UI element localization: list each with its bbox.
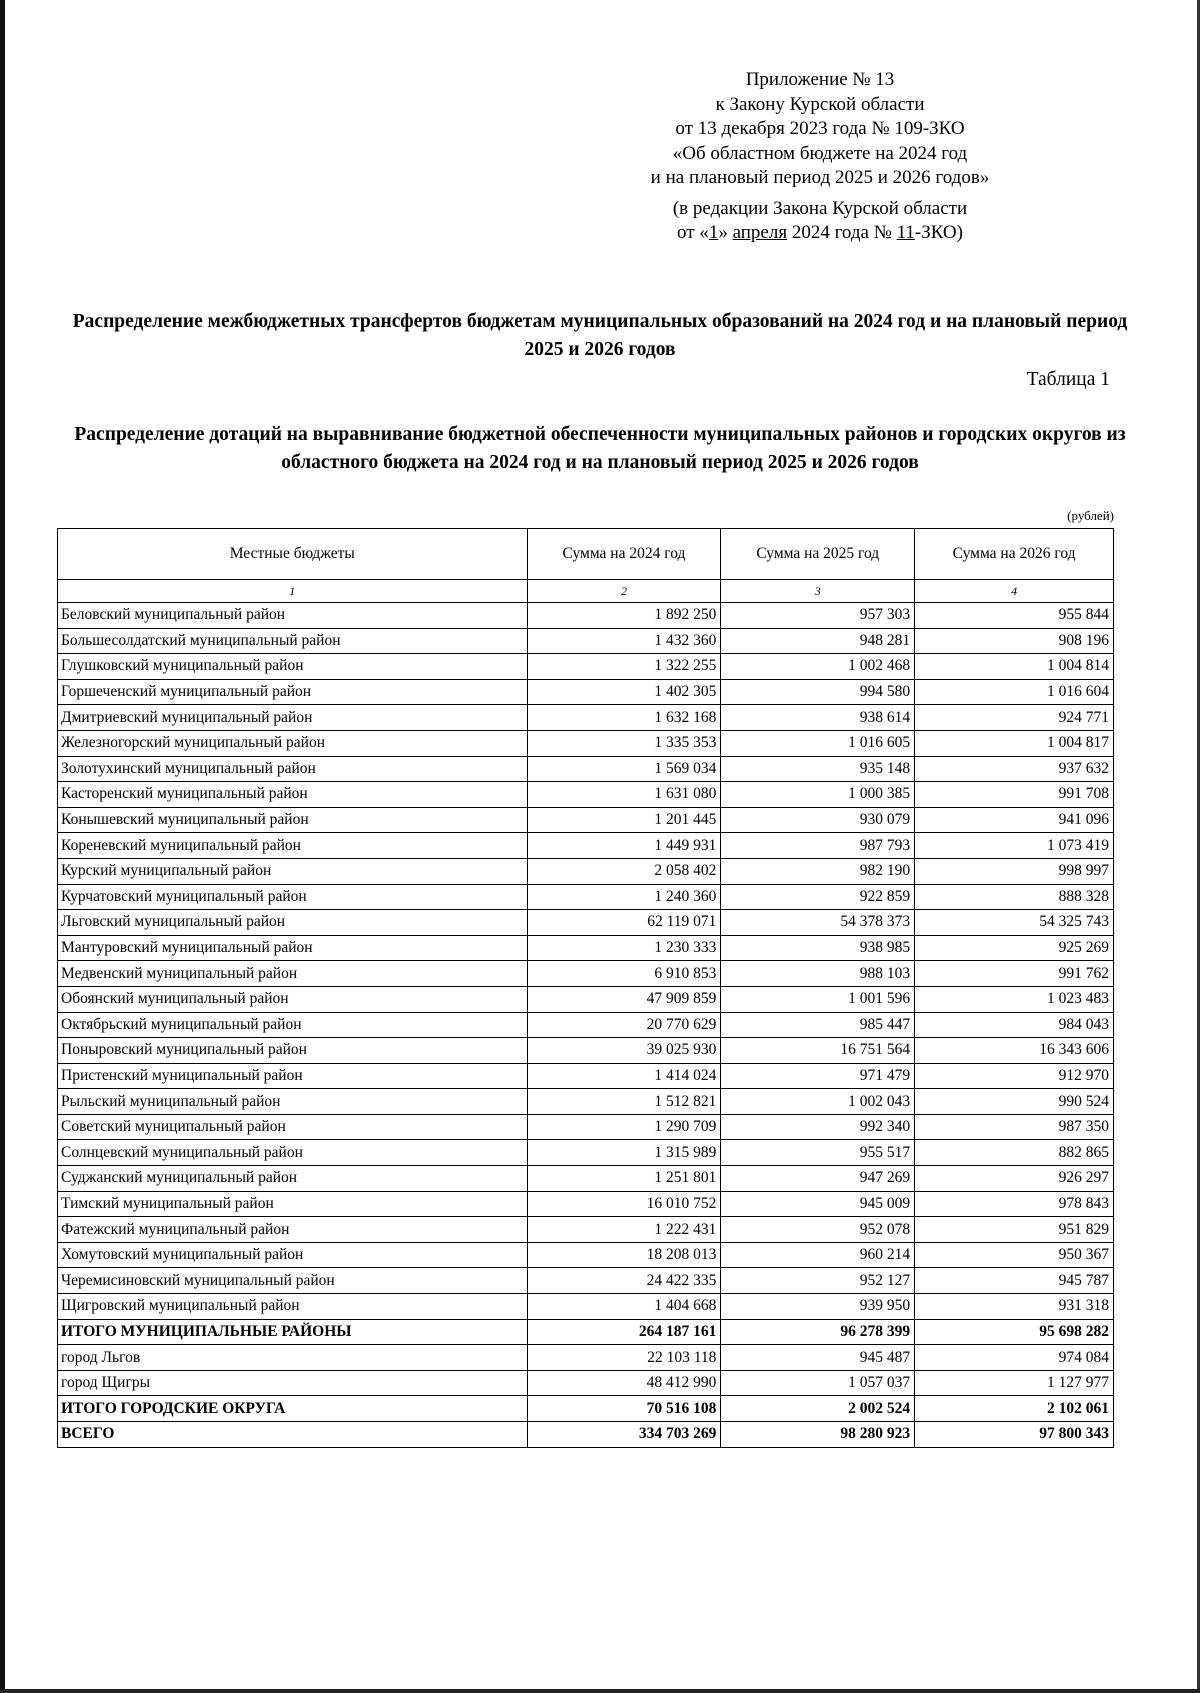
amendment-number: 11: [896, 222, 915, 243]
budget-name-cell: Обоянский муниципальный район: [58, 986, 528, 1012]
budget-name-cell: Хомутовский муниципальный район: [58, 1242, 528, 1268]
amount-cell: 2 002 524: [721, 1396, 915, 1422]
table-row: [58, 884, 1114, 910]
amount-cell: 960 214: [721, 1242, 915, 1268]
amount-cell: 987 350: [915, 1114, 1114, 1140]
column-index: 4: [915, 580, 1114, 603]
amount-cell: 1 004 817: [915, 730, 1114, 756]
amount-cell: 945 787: [915, 1268, 1114, 1294]
amount-cell: 994 580: [721, 679, 915, 705]
amount-cell: 939 950: [721, 1294, 915, 1320]
amount-cell: 1 004 814: [915, 654, 1114, 680]
budget-name-cell: Советский муниципальный район: [58, 1114, 528, 1140]
amendment-day: 1: [708, 222, 719, 243]
table-header-row: [58, 529, 1114, 580]
amount-cell: 264 187 161: [527, 1319, 721, 1345]
budget-name-cell: Дмитриевский муниципальный район: [58, 705, 528, 731]
amount-cell: 1 402 305: [527, 679, 721, 705]
budget-name-cell: Горшеченский муниципальный район: [58, 679, 528, 705]
amount-cell: 1 892 250: [527, 603, 721, 629]
amount-cell: 1 315 989: [527, 1140, 721, 1166]
table-row: [58, 1038, 1114, 1064]
amount-cell: 941 096: [915, 807, 1114, 833]
table-row: [58, 910, 1114, 936]
amount-cell: 988 103: [721, 961, 915, 987]
budget-name-cell: Кореневский муниципальный район: [58, 833, 528, 859]
amount-cell: 926 297: [915, 1166, 1114, 1192]
amount-cell: 990 524: [915, 1089, 1114, 1115]
amount-cell: 54 378 373: [721, 910, 915, 936]
column-index: 2: [527, 580, 721, 603]
amount-cell: 1 512 821: [527, 1089, 721, 1115]
amount-cell: 98 280 923: [721, 1422, 915, 1448]
budget-name-cell: Щигровский муниципальный район: [58, 1294, 528, 1320]
amount-cell: 95 698 282: [915, 1319, 1114, 1345]
annex-line: от 13 декабря 2023 года № 109-ЗКО: [675, 118, 965, 139]
amount-cell: 908 196: [915, 628, 1114, 654]
amount-cell: 16 343 606: [915, 1038, 1114, 1064]
amount-cell: 948 281: [721, 628, 915, 654]
amount-cell: 24 422 335: [527, 1268, 721, 1294]
budget-name-cell: Курчатовский муниципальный район: [58, 884, 528, 910]
amount-cell: 1 000 385: [721, 782, 915, 808]
table-row: [58, 1294, 1114, 1320]
budget-name-cell: Фатежский муниципальный район: [58, 1217, 528, 1243]
budget-name-cell: Поныровский муниципальный район: [58, 1038, 528, 1064]
amount-cell: 930 079: [721, 807, 915, 833]
amount-cell: 924 771: [915, 705, 1114, 731]
budget-name-cell: Мантуровский муниципальный район: [58, 935, 528, 961]
amount-cell: 955 517: [721, 1140, 915, 1166]
amount-cell: 334 703 269: [527, 1422, 721, 1448]
amount-cell: 938 614: [721, 705, 915, 731]
amount-cell: 20 770 629: [527, 1012, 721, 1038]
amount-cell: 1 290 709: [527, 1114, 721, 1140]
amount-cell: 70 516 108: [527, 1396, 721, 1422]
table-row: [58, 679, 1114, 705]
text-part: от «: [677, 222, 709, 243]
budget-name-cell: Октябрьский муниципальный район: [58, 1012, 528, 1038]
amount-cell: 1 016 604: [915, 679, 1114, 705]
amount-cell: 2 058 402: [527, 858, 721, 884]
amount-cell: 952 078: [721, 1217, 915, 1243]
amount-cell: 1 002 043: [721, 1089, 915, 1115]
amount-cell: 1 404 668: [527, 1294, 721, 1320]
amount-cell: 22 103 118: [527, 1345, 721, 1371]
budget-name-cell: Льговский муниципальный район: [58, 910, 528, 936]
table-subtitle: Распределение дотаций на выравнивание бюджетной обеспеченности муниципальных районов и городских округов из областного бюджета на 2024 год и на плановый период 2025 и 2026 годов: [74, 424, 1126, 473]
budget-name-cell: ВСЕГО: [58, 1422, 528, 1448]
amount-cell: 1 230 333: [527, 935, 721, 961]
table-total-row: [58, 1396, 1114, 1422]
budget-name-cell: ИТОГО МУНИЦИПАЛЬНЫЕ РАЙОНЫ: [58, 1319, 528, 1345]
annex-line: и на плановый период 2025 и 2026 годов»: [650, 167, 990, 188]
column-header: Местные бюджеты: [58, 529, 528, 580]
amount-cell: 1 449 931: [527, 833, 721, 859]
budget-name-cell: город Льгов: [58, 1345, 528, 1371]
column-index: 3: [721, 580, 915, 603]
amount-cell: 952 127: [721, 1268, 915, 1294]
amount-cell: 985 447: [721, 1012, 915, 1038]
table-row: [58, 756, 1114, 782]
amount-cell: 945 487: [721, 1345, 915, 1371]
amount-cell: 18 208 013: [527, 1242, 721, 1268]
amount-cell: 1 002 468: [721, 654, 915, 680]
amount-cell: 888 328: [915, 884, 1114, 910]
amount-cell: 982 190: [721, 858, 915, 884]
amount-cell: 54 325 743: [915, 910, 1114, 936]
table-row: [58, 1268, 1114, 1294]
annex-line: Приложение № 13: [745, 69, 895, 90]
annex-line: «Об областном бюджете на 2024 год: [672, 142, 968, 164]
table-row: [58, 705, 1114, 731]
amount-cell: 992 340: [721, 1114, 915, 1140]
budget-name-cell: Медвенский муниципальный район: [58, 961, 528, 987]
table-row: [58, 1089, 1114, 1115]
table-row: [58, 1114, 1114, 1140]
amount-cell: 925 269: [915, 935, 1114, 961]
amount-cell: 1 222 431: [527, 1217, 721, 1243]
table-row: [58, 833, 1114, 859]
table-row: [58, 1166, 1114, 1192]
table-row: [58, 1012, 1114, 1038]
units-label: (рублей): [1067, 508, 1114, 523]
amount-cell: 971 479: [721, 1063, 915, 1089]
amount-cell: 96 278 399: [721, 1319, 915, 1345]
amount-cell: 991 708: [915, 782, 1114, 808]
budget-name-cell: Беловский муниципальный район: [58, 603, 528, 629]
amount-cell: 947 269: [721, 1166, 915, 1192]
table-total-row: [58, 1422, 1114, 1448]
amount-cell: 1 632 168: [527, 705, 721, 731]
amount-cell: 1 201 445: [527, 807, 721, 833]
table-row: [58, 1370, 1114, 1396]
amount-cell: 1 432 360: [527, 628, 721, 654]
amount-cell: 991 762: [915, 961, 1114, 987]
annex-header: [560, 68, 1080, 246]
amount-cell: 882 865: [915, 1140, 1114, 1166]
amount-cell: 974 084: [915, 1345, 1114, 1371]
amount-cell: 1 073 419: [915, 833, 1114, 859]
amount-cell: 48 412 990: [527, 1370, 721, 1396]
budget-name-cell: Золотухинский муниципальный район: [58, 756, 528, 782]
budget-name-cell: город Щигры: [58, 1370, 528, 1396]
table-row: [58, 1242, 1114, 1268]
amount-cell: 998 997: [915, 858, 1114, 884]
table-total-row: [58, 1319, 1114, 1345]
amount-cell: 97 800 343: [915, 1422, 1114, 1448]
amount-cell: 1 127 977: [915, 1370, 1114, 1396]
amount-cell: 978 843: [915, 1191, 1114, 1217]
table-row: [58, 730, 1114, 756]
amount-cell: 937 632: [915, 756, 1114, 782]
amount-cell: 16 751 564: [721, 1038, 915, 1064]
table-row: [58, 1217, 1114, 1243]
table-row: [58, 1191, 1114, 1217]
amount-cell: 1 414 024: [527, 1063, 721, 1089]
amount-cell: 16 010 752: [527, 1191, 721, 1217]
amount-cell: 922 859: [721, 884, 915, 910]
budget-name-cell: Касторенский муниципальный район: [58, 782, 528, 808]
budget-name-cell: Железногорский муниципальный район: [58, 730, 528, 756]
amount-cell: 2 102 061: [915, 1396, 1114, 1422]
amount-cell: 935 148: [721, 756, 915, 782]
amount-cell: 47 909 859: [527, 986, 721, 1012]
column-header: Сумма на 2025 год: [721, 529, 915, 580]
amount-cell: 984 043: [915, 1012, 1114, 1038]
budget-name-cell: Солнцевский муниципальный район: [58, 1140, 528, 1166]
amount-cell: 1 569 034: [527, 756, 721, 782]
table-row: [58, 986, 1114, 1012]
text-part: 2024 года №: [787, 222, 897, 243]
budget-name-cell: Черемисиновский муниципальный район: [58, 1268, 528, 1294]
budget-name-cell: Большесолдатский муниципальный район: [58, 628, 528, 654]
text-part: -ЗКО): [914, 222, 963, 243]
table-row: [58, 1140, 1114, 1166]
table-row: [58, 654, 1114, 680]
budget-name-cell: Тимский муниципальный район: [58, 1191, 528, 1217]
budget-name-cell: Конышевский муниципальный район: [58, 807, 528, 833]
table-row: [58, 858, 1114, 884]
budget-table: [57, 528, 1114, 1448]
amount-cell: 1 016 605: [721, 730, 915, 756]
column-header: Сумма на 2026 год: [915, 529, 1114, 580]
budget-name-cell: ИТОГО ГОРОДСКИЕ ОКРУГА: [58, 1396, 528, 1422]
amount-cell: 938 985: [721, 935, 915, 961]
amount-cell: 1 251 801: [527, 1166, 721, 1192]
table-row: [58, 782, 1114, 808]
budget-name-cell: Курский муниципальный район: [58, 858, 528, 884]
amount-cell: 6 910 853: [527, 961, 721, 987]
amount-cell: 1 001 596: [721, 986, 915, 1012]
budget-name-cell: Суджанский муниципальный район: [58, 1166, 528, 1192]
column-header: Сумма на 2024 год: [527, 529, 721, 580]
amount-cell: 1 023 483: [915, 986, 1114, 1012]
text-part: »: [718, 222, 733, 243]
column-index-row: [58, 580, 1114, 603]
table-row: [58, 1345, 1114, 1371]
amount-cell: 1 322 255: [527, 654, 721, 680]
amount-cell: 951 829: [915, 1217, 1114, 1243]
amount-cell: 62 119 071: [527, 910, 721, 936]
amount-cell: 931 318: [915, 1294, 1114, 1320]
amount-cell: 955 844: [915, 603, 1114, 629]
amendment-month: апреля: [732, 222, 788, 243]
table-row: [58, 961, 1114, 987]
amount-cell: 39 025 930: [527, 1038, 721, 1064]
amount-cell: 1 335 353: [527, 730, 721, 756]
annex-line: к Закону Курской области: [715, 93, 925, 115]
table-row: [58, 935, 1114, 961]
amount-cell: 945 009: [721, 1191, 915, 1217]
amount-cell: 987 793: [721, 833, 915, 859]
amount-cell: 912 970: [915, 1063, 1114, 1089]
amount-cell: 950 367: [915, 1242, 1114, 1268]
table-row: [58, 807, 1114, 833]
column-index: 1: [58, 580, 528, 603]
table-row: [58, 603, 1114, 629]
annex-amendment-line: [560, 221, 1080, 246]
table-row: [58, 1063, 1114, 1089]
budget-name-cell: Пристенский муниципальный район: [58, 1063, 528, 1089]
table-row: [58, 628, 1114, 654]
scan-border-left: [0, 0, 5, 1693]
table-label: Таблица 1: [1026, 369, 1110, 390]
scan-border-bottom: [0, 1689, 1200, 1693]
amount-cell: 1 057 037: [721, 1370, 915, 1396]
budget-name-cell: Глушковский муниципальный район: [58, 654, 528, 680]
budget-name-cell: Рыльский муниципальный район: [58, 1089, 528, 1115]
amount-cell: 1 631 080: [527, 782, 721, 808]
amount-cell: 957 303: [721, 603, 915, 629]
main-title: Распределение межбюджетных трансфертов бюджетам муниципальных образований на 2024 год и на плановый период 2025 и 2026 годов: [72, 311, 1128, 360]
table-body: [58, 603, 1114, 1448]
amount-cell: 1 240 360: [527, 884, 721, 910]
annex-line: (в редакции Закона Курской области: [672, 197, 968, 219]
